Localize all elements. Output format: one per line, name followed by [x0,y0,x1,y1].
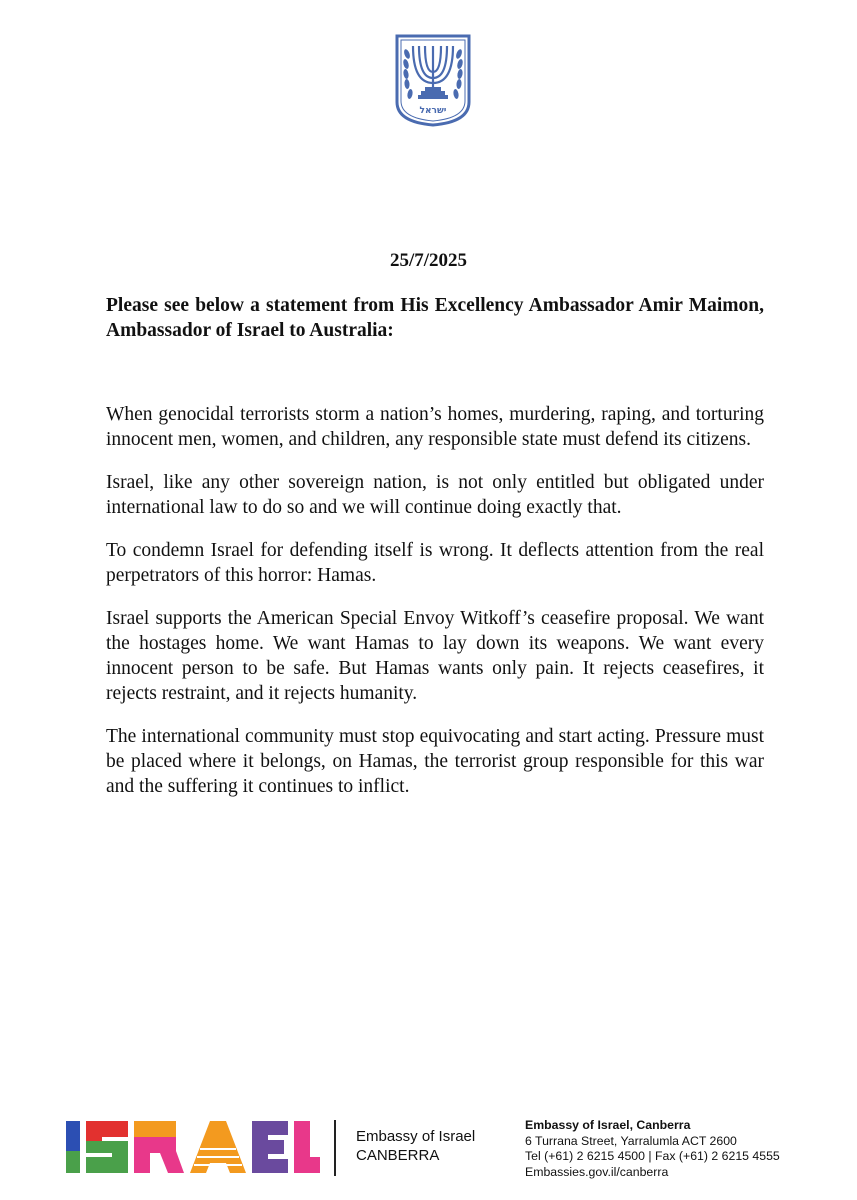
address-title: Embassy of Israel, Canberra [525,1118,691,1132]
paragraph: To condemn Israel for defending itself is wrong. It deflects attention from the real perpetrators of this horror: Hamas. [106,540,764,586]
paragraph: Israel, like any other sovereign nation, is not only entitled but obligated under international law to do so and we will continue doing exactly that. [106,472,764,518]
emblem-label: ישראל [419,106,447,116]
phone-line: Tel (+61) 2 6215 4500 | Fax (+61) 2 6215 4555 [525,1149,780,1163]
footer-divider [334,1120,336,1176]
embassy-line-2: CANBERRA [356,1147,440,1164]
emblem-of-israel [393,32,473,127]
website-link[interactable]: Embassies.gov.il/canberra [525,1164,669,1179]
paragraph: Israel supports the American Special Envoy Witkoff’s ceasefire proposal. We want the hostages home. We want Hamas to lay down its weapons. We want every innocent person to be safe. But Hamas wants only pain. It rejects ceasefires, it rejects restraint, and it rejects humanity. [106,608,764,704]
statement-date: 25/7/2025 [389,250,468,271]
statement-intro: Please see below a statement from His Excellency Ambassador Amir Maimon, Ambassador of Israel to Australia: [106,295,764,341]
embassy-line-1: Embassy of Israel [356,1128,476,1145]
paragraph: When genocidal terrorists storm a nation’s homes, murdering, raping, and torturing innocent men, women, and children, any responsible state must defend its citizens. [106,404,764,450]
embassy-name [356,1127,475,1165]
israel-logo [66,1121,320,1173]
statement-body [106,402,764,817]
address-line: 6 Turrana Street, Yarralumla ACT 2600 [525,1133,737,1148]
paragraph: The international community must stop equivocating and start acting. Pressure must be placed where it belongs, on Hamas, the terrorist group responsible for this war and the suffering it continues to inflict. [106,726,764,797]
embassy-address [525,1118,780,1180]
page-footer [0,1115,857,1185]
